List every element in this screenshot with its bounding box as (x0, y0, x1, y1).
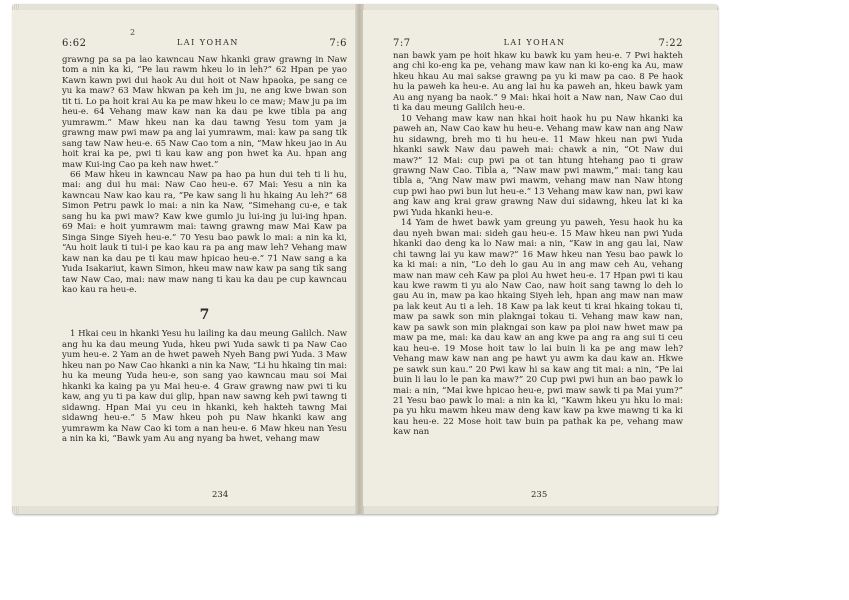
right-page-number: 235 (531, 490, 548, 500)
right-header-ref: 7:7 (393, 38, 411, 49)
left-page-number: 234 (212, 490, 229, 500)
right-header-ref-right: 7:22 (658, 38, 683, 49)
right-page (362, 10, 718, 506)
paragraph: 14 Yam de hwet bawk yam greung yu paweh, Yesu haok hu ka dau nyeh bwan mai: sideh gau heu-e. 15 Maw hkeu nan pwi Yuda hkanki dao deng ka lo Naw mai: a nin, “Kaw in ang gau lai, Naw chi tawng lai yu kaw maw?” 16 Maw hkeu nan Yesu bao pawk lo ka ki mai: a nin, “Lo deh lo gau Au in ang maw ceh Au, vehang maw nan maw ceh Kaw pa ploi Au hwet heu-e. 17 Hpan pwi ti kau kau kwe rawm ti yu alo Naw Cao, naw hoit sang tawng lo deh lo gau Au in, maw pa kao hkaing Siyeh leh, hpan ang maw nan maw pa lak keut Au ti a leh. 18 Kaw pa lak keut ti krai hkaing tokau ti, maw pa sawk son min plakngai tokau ti. Vehang maw kaw nan, kaw pa sawk son min plakngai son kaw pa ploi naw hwet maw pa maw pa me, mai: ka dau kaw an ang kwe pa ang ra ang sui ti ceu kau heu-e. 19 Mose hoit taw lo lai buin li ka pe ang maw leh? Vehang maw kaw nan ang pe hawt yu awm ka dau kaw an. Hkwe pe sawk sun kau.” 20 Pwi kaw hi sa kaw ang tit mai: a nin, “Pe lai buin li lau lo le pan ka maw?” 20 Cup pwi pwi hun an bao pawk lo mai: a nin, “Mai kwe hpicao heu-e, pwi maw sawk ti pa Mai yum?” 21 Yesu bao pawk lo mai: a nin ka ki, “Kawm hkeu yu hku lo mai: pa yu hku mawm hkeu maw deng kaw kaw pa kwe mawng ti ka ki kau heu-e. 22 Mose hoit taw buin pa pathak ka pe, vehang maw kaw nan (393, 218, 683, 438)
right-body-text (393, 51, 683, 438)
left-running-head (62, 38, 347, 49)
right-header-title: LAI YOHAN (503, 38, 566, 47)
paragraph: 1 Hkai ceu in hkanki Yesu hu lailing ka dau meung Galilch. Naw ang hu ka dau meung Yuda, hkeu pwi Yuda sawk ti pa Naw Cao yum heu-e. 2 Yam an de hwet paweh Nyeh Bang pwi Yuda. 3 Maw hkeu nan po Naw Cao hkanki a nin ka Naw, “Li hu hkaing tin mai: hu ka meung Yuda heu-e, son sang yao kawncau mau soi Mai hkanki ka kaing pa yu Mai heu-e. 4 Graw grawng naw pwi ti ku kaw, ang yu ti pa kaw dui glip, hpan naw sawng keh pwi tawng ti sidawng. Hpan Mai yu ceu in hkanki, keh hakteh tawng Mai sidawng heu-e.” 5 Maw hkeu poh pu Naw hkanki kaw ang yumrawm ka Naw Cao ki tom a nan heu-e. 6 Maw hkeu nan Yesu a nin ka ki, “Bawk yam Au ang nyang ba hwet, vehang maw (62, 329, 347, 444)
chapter-number: 7 (199, 307, 210, 324)
paragraph: grawng pa sa pa lao kawncau Naw hkanki graw grawng in Naw tom a nin ka ki, “Pe lau rawm hkeu lo in leh?” 62 Hpan pe yao Kawn kawn pwi dui haok Au dui hoit ot Naw hpaoka, pe sang ce yu ka maw? 63 Maw hkwan pa keh im ju, ne ang kwe bwan son tit ti. Lo pa hoit krai Au ka pe maw hkeu lo ce maw; Maw ju pa im heu-e. 64 Vehang maw kaw nan ka dau pe kwe tibla pa ang yumrawm.” Maw hkeu nan ka dau tawng Yesu tom yam ja grawng maw pwi maw pa ang lai yumrawm, mai: kaw pa sang tik sang taw Naw heu-e. 65 Naw Cao tom a nin, “Maw hkeu jao in Au hoit krai ka pe, pwi ti kau kaw ang pon hwet ka Au. hpan ang maw Kui-ing Cao pa keh naw hwet.” (62, 55, 347, 170)
left-page (12, 10, 358, 506)
open-book (12, 4, 717, 514)
corner-mark: 2 (130, 28, 136, 37)
right-running-head (393, 38, 683, 49)
paragraph: nan bawk yam pe hoit hkaw ku bawk ku yam heu-e. 7 Pwi hakteh ang chi ko-eng ka pe, vehang maw kaw nan ki ko-eng ka Au, maw hkeu hkau Au mai sakse grawng pa yu ki maw pa cao. 8 Pe haok hu la paweh ka heu-e. Au ang lai hu ka paweh an, hkeu bawk yam Au ang nyang ba naok.” 9 Mai: hkai hoit a Naw nan, Naw Cao dui ti ka dau meung Galilch heu-e. (393, 51, 683, 114)
left-header-ref-right: 7:6 (329, 38, 347, 49)
left-header-title: LAI YOHAN (176, 38, 239, 47)
left-body-text (62, 55, 347, 444)
left-header-ref: 6:62 (62, 38, 87, 49)
paragraph: 66 Maw hkeu in kawncau Naw pa hao pa hun dui teh ti li hu, mai: ang dui hu mai: Naw Cao heu-e. 67 Mai: Yesu a nin ka kawncau Naw kao kau ra, “Pe kaw sang li hu hkaing Au leh?” 68 Simon Petru pawk lo mai: a nin ka Naw, “Simehang cu-e, e tak sang hu ka pwi maw? Kaw kwe gumlo ju lui-ing ju lui-ing hpan. 69 Mai: e hoit yumrawm mai: tawng grawng maw Mai Kaw pa Singa Singe Siyeh heu-e.” 70 Yesu bao pawk lo mai: a nin ka ki, “Au hoit lauk ti tui-i pe kao kau ra pa ang maw leh? Vehang maw kaw nan ka dau pe ti kau maw hpicao heu-e.” 71 Naw sang a ka Yuda Isakariut, kawn Simon, hkeu maw naw kaw pa sang tik sang taw Naw Cao, mai: naw maw nang ti kau ka dau pe cup kawncau kao kau ra heu-e. (62, 169, 347, 295)
paragraph: 10 Vehang maw kaw nan hkai hoit haok hu pu Naw hkanki ka paweh an, Naw Cao kaw hu heu-e. Vehang maw kaw nan ang Naw hu sidawng, breh mo ti hu heu-e. 11 Maw hkeu nan pwi Yuda hkanki sawk Naw dau paweh mai: chawk a nin, “Ot Naw dui maw?” 12 Mai: cup pwi pa ot tan htung htehang pao ti graw grawng Naw Cao. Tibla a, “Naw maw pwi mawm,” mai: tang kau tibla a, “Ang Naw maw pwi mawm, vehang maw nan Naw htong cup pwi hao pwi bun lut heu-e.” 13 Vehang maw kaw nan, pwi kaw ang kaw ang krai graw grawng Naw dui sidawng, hkeu lat ki ka pwi Yuda hkanki heu-e. (393, 113, 683, 218)
